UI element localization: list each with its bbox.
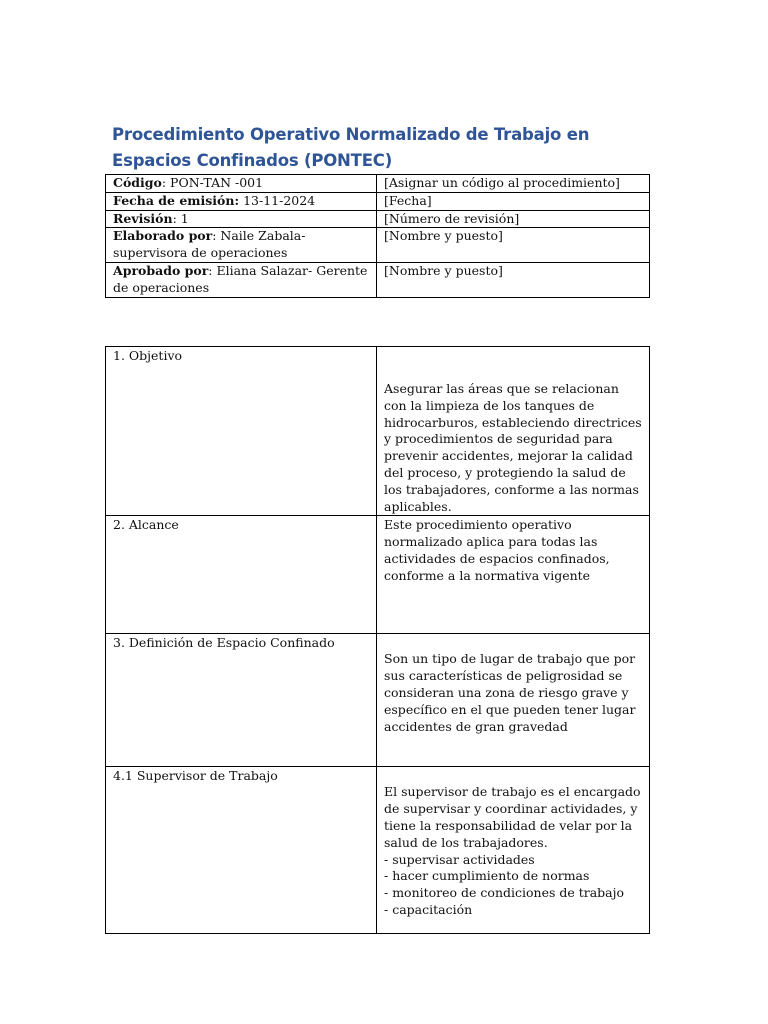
- approved-by-placeholder: [Nombre y puesto]: [377, 262, 650, 297]
- code-placeholder: [Asignar un código al procedimiento]: [377, 175, 650, 193]
- definition-heading: 3. Definición de Espacio Confinado: [106, 634, 377, 767]
- prepared-by-placeholder: [Nombre y puesto]: [377, 228, 650, 263]
- supervisor-duties-list: [384, 852, 643, 919]
- list-item: - monitoreo de condiciones de trabajo: [384, 885, 625, 901]
- objective-heading: 1. Objetivo: [106, 347, 377, 516]
- table-row: [106, 347, 650, 516]
- document-info-table: [105, 174, 650, 298]
- list-item: - hacer cumplimiento de normas: [384, 868, 590, 884]
- procedure-table: [105, 346, 650, 934]
- revision-label: Revisión: [113, 210, 173, 226]
- table-row: [106, 192, 650, 210]
- revision-placeholder: [Número de revisión]: [377, 210, 650, 228]
- definition-body: Son un tipo de lugar de trabajo que por sus características de peligrosidad se consideran una zona de riesgo grave y específico en el que pueden tener lugar accidentes de gran gravedad: [377, 634, 650, 767]
- table-row: [106, 634, 650, 767]
- issue-date-placeholder: [Fecha]: [377, 192, 650, 210]
- code-label: Código: [113, 175, 162, 190]
- prepared-by-cell: [106, 228, 377, 263]
- scope-body: Este procedimiento operativo normalizado aplica para todas las actividades de espacios confinados, conforme a la normativa vigente: [377, 516, 650, 634]
- approved-by-label: Aprobado por: [113, 262, 209, 278]
- table-row: [106, 767, 650, 934]
- issue-date-label: Fecha de emisión:: [113, 192, 240, 208]
- code-cell: [106, 175, 377, 193]
- list-item: - supervisar actividades: [384, 851, 535, 867]
- table-row: [106, 228, 650, 263]
- supervisor-heading: 4.1 Supervisor de Trabajo: [106, 767, 377, 934]
- prepared-by-label: Elaborado por: [113, 228, 213, 244]
- table-row: [106, 210, 650, 228]
- scope-heading: 2. Alcance: [106, 516, 377, 634]
- table-row: [106, 262, 650, 297]
- objective-body: Asegurar las áreas que se relacionan con la limpieza de los tanques de hidrocarburos, estableciendo directrices y procedimientos de seguridad para prevenir accidentes, mejorar la calidad del proceso, y protegiendo la salud de los trabajadores, conforme a las normas aplicables.: [377, 347, 650, 516]
- approved-by-cell: [106, 262, 377, 297]
- table-row: [106, 516, 650, 634]
- prepared-by-value: : Naile Zabala- supervisora de operaciones: [113, 228, 306, 261]
- table-row: [106, 175, 650, 193]
- code-value: : PON-TAN -001: [161, 175, 264, 190]
- issue-date-value: 13-11-2024: [239, 192, 316, 208]
- revision-value: : 1: [172, 210, 189, 226]
- supervisor-body: El supervisor de trabajo es el encargado de supervisar y coordinar actividades, y tiene la responsabilidad de velar por la salud de los trabajadores.: [384, 784, 641, 850]
- issue-date-cell: [106, 192, 377, 210]
- page-title: Procedimiento Operativo Normalizado de Trabajo en Espacios Confinados (PONTEC): [112, 125, 590, 170]
- supervisor-cell: [377, 767, 650, 934]
- list-item: - capacitación: [384, 901, 473, 917]
- revision-cell: [106, 210, 377, 228]
- approved-by-value: : Eliana Salazar- Gerente de operaciones: [113, 262, 368, 295]
